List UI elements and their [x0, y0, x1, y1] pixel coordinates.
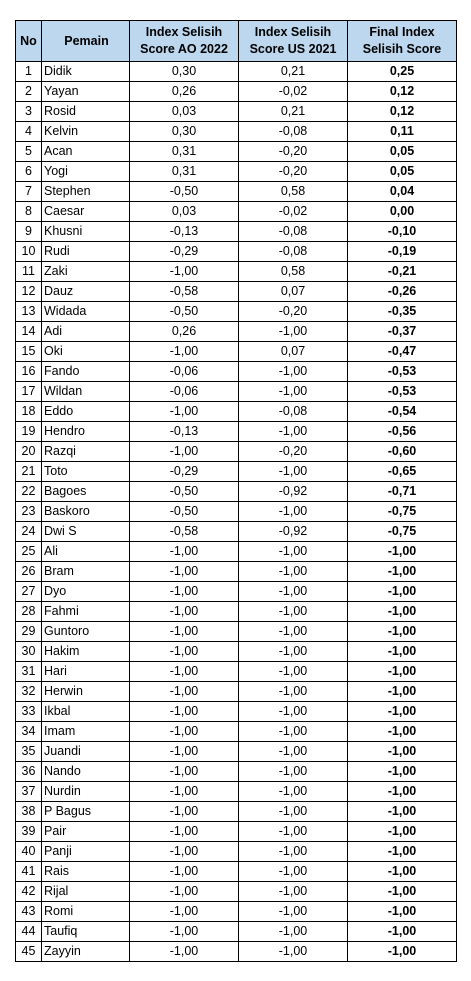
- cell-ao: -1,00: [130, 562, 239, 582]
- cell-us: -1,00: [239, 722, 348, 742]
- header-final: Final Index Selisih Score: [348, 21, 457, 62]
- cell-ao: -0,29: [130, 462, 239, 482]
- cell-us: 0,21: [239, 62, 348, 82]
- cell-us: -1,00: [239, 822, 348, 842]
- cell-us: -1,00: [239, 762, 348, 782]
- cell-ao: -1,00: [130, 862, 239, 882]
- cell-name: Hakim: [42, 642, 130, 662]
- cell-no: 8: [16, 202, 42, 222]
- cell-ao: 0,03: [130, 102, 239, 122]
- cell-us: -1,00: [239, 882, 348, 902]
- cell-name: Khusni: [42, 222, 130, 242]
- table-row: [16, 922, 457, 942]
- cell-no: 28: [16, 602, 42, 622]
- cell-final: -1,00: [348, 662, 457, 682]
- cell-no: 19: [16, 422, 42, 442]
- cell-name: Rais: [42, 862, 130, 882]
- table-row: [16, 502, 457, 522]
- cell-ao: 0,31: [130, 142, 239, 162]
- score-table: [15, 20, 457, 962]
- header-ao: Index Selisih Score AO 2022: [130, 21, 239, 62]
- cell-no: 17: [16, 382, 42, 402]
- cell-us: -0,20: [239, 302, 348, 322]
- cell-ao: -1,00: [130, 942, 239, 962]
- cell-final: -0,21: [348, 262, 457, 282]
- header-name: Pemain: [42, 21, 130, 62]
- cell-final: -1,00: [348, 842, 457, 862]
- cell-ao: -0,50: [130, 482, 239, 502]
- cell-no: 15: [16, 342, 42, 362]
- table-row: [16, 542, 457, 562]
- cell-final: -0,54: [348, 402, 457, 422]
- cell-final: -0,47: [348, 342, 457, 362]
- table-row: [16, 142, 457, 162]
- cell-ao: -0,58: [130, 282, 239, 302]
- cell-name: Herwin: [42, 682, 130, 702]
- header-us: Index Selisih Score US 2021: [239, 21, 348, 62]
- cell-ao: -1,00: [130, 542, 239, 562]
- cell-name: Bagoes: [42, 482, 130, 502]
- cell-name: Caesar: [42, 202, 130, 222]
- table-row: [16, 562, 457, 582]
- table-row: [16, 762, 457, 782]
- cell-no: 40: [16, 842, 42, 862]
- table-row: [16, 842, 457, 862]
- table-row: [16, 942, 457, 962]
- cell-final: -1,00: [348, 642, 457, 662]
- cell-ao: -0,58: [130, 522, 239, 542]
- cell-final: -1,00: [348, 622, 457, 642]
- cell-us: -0,92: [239, 482, 348, 502]
- cell-final: -1,00: [348, 582, 457, 602]
- table-row: [16, 802, 457, 822]
- cell-name: Stephen: [42, 182, 130, 202]
- cell-final: -0,75: [348, 522, 457, 542]
- table-row: [16, 582, 457, 602]
- cell-no: 21: [16, 462, 42, 482]
- cell-ao: -1,00: [130, 782, 239, 802]
- cell-no: 6: [16, 162, 42, 182]
- cell-us: -1,00: [239, 942, 348, 962]
- cell-no: 11: [16, 262, 42, 282]
- cell-name: Pair: [42, 822, 130, 842]
- cell-us: -0,08: [239, 222, 348, 242]
- cell-ao: -0,06: [130, 382, 239, 402]
- table-header: [16, 21, 457, 62]
- cell-name: Hari: [42, 662, 130, 682]
- cell-final: -0,35: [348, 302, 457, 322]
- cell-ao: -1,00: [130, 742, 239, 762]
- cell-ao: -1,00: [130, 882, 239, 902]
- cell-name: Yogi: [42, 162, 130, 182]
- cell-final: -1,00: [348, 602, 457, 622]
- cell-final: -0,19: [348, 242, 457, 262]
- cell-us: -1,00: [239, 382, 348, 402]
- cell-ao: -1,00: [130, 902, 239, 922]
- table-row: [16, 902, 457, 922]
- cell-us: -1,00: [239, 582, 348, 602]
- table-body: [16, 62, 457, 962]
- cell-ao: -1,00: [130, 642, 239, 662]
- cell-final: -1,00: [348, 782, 457, 802]
- cell-us: 0,58: [239, 262, 348, 282]
- cell-final: -0,53: [348, 382, 457, 402]
- cell-no: 23: [16, 502, 42, 522]
- cell-ao: -1,00: [130, 442, 239, 462]
- cell-ao: -0,50: [130, 502, 239, 522]
- cell-name: Zayyin: [42, 942, 130, 962]
- cell-us: -1,00: [239, 562, 348, 582]
- cell-ao: 0,26: [130, 322, 239, 342]
- cell-ao: 0,30: [130, 62, 239, 82]
- table-row: [16, 122, 457, 142]
- cell-final: -0,60: [348, 442, 457, 462]
- cell-name: Hendro: [42, 422, 130, 442]
- cell-name: Imam: [42, 722, 130, 742]
- cell-final: 0,05: [348, 162, 457, 182]
- cell-name: Dyo: [42, 582, 130, 602]
- cell-ao: -1,00: [130, 842, 239, 862]
- cell-ao: 0,31: [130, 162, 239, 182]
- table-row: [16, 662, 457, 682]
- cell-no: 38: [16, 802, 42, 822]
- cell-no: 12: [16, 282, 42, 302]
- cell-no: 26: [16, 562, 42, 582]
- cell-final: -1,00: [348, 702, 457, 722]
- table-row: [16, 242, 457, 262]
- table-row: [16, 742, 457, 762]
- table-row: [16, 482, 457, 502]
- cell-final: -1,00: [348, 822, 457, 842]
- cell-ao: -1,00: [130, 922, 239, 942]
- cell-no: 30: [16, 642, 42, 662]
- cell-no: 7: [16, 182, 42, 202]
- table-row: [16, 182, 457, 202]
- cell-us: 0,58: [239, 182, 348, 202]
- table-row: [16, 442, 457, 462]
- cell-no: 33: [16, 702, 42, 722]
- cell-name: Fahmi: [42, 602, 130, 622]
- cell-name: Baskoro: [42, 502, 130, 522]
- cell-name: Fando: [42, 362, 130, 382]
- cell-name: Razqi: [42, 442, 130, 462]
- cell-ao: -1,00: [130, 762, 239, 782]
- cell-name: Adi: [42, 322, 130, 342]
- cell-no: 18: [16, 402, 42, 422]
- cell-name: Didik: [42, 62, 130, 82]
- table-row: [16, 622, 457, 642]
- table-row: [16, 722, 457, 742]
- table-row: [16, 422, 457, 442]
- cell-ao: -1,00: [130, 802, 239, 822]
- cell-ao: -1,00: [130, 682, 239, 702]
- cell-no: 34: [16, 722, 42, 742]
- table-row: [16, 782, 457, 802]
- cell-no: 29: [16, 622, 42, 642]
- cell-final: -1,00: [348, 682, 457, 702]
- cell-us: -1,00: [239, 542, 348, 562]
- cell-ao: -0,13: [130, 422, 239, 442]
- table-row: [16, 602, 457, 622]
- cell-no: 41: [16, 862, 42, 882]
- table-row: [16, 262, 457, 282]
- cell-final: -1,00: [348, 802, 457, 822]
- cell-name: P Bagus: [42, 802, 130, 822]
- table-row: [16, 462, 457, 482]
- cell-us: 0,21: [239, 102, 348, 122]
- cell-us: -0,02: [239, 82, 348, 102]
- cell-us: 0,07: [239, 342, 348, 362]
- cell-name: Guntoro: [42, 622, 130, 642]
- cell-name: Toto: [42, 462, 130, 482]
- cell-name: Bram: [42, 562, 130, 582]
- cell-us: 0,07: [239, 282, 348, 302]
- cell-name: Acan: [42, 142, 130, 162]
- cell-name: Rijal: [42, 882, 130, 902]
- table-row: [16, 862, 457, 882]
- cell-final: 0,05: [348, 142, 457, 162]
- cell-us: -1,00: [239, 422, 348, 442]
- cell-ao: -1,00: [130, 702, 239, 722]
- cell-no: 37: [16, 782, 42, 802]
- cell-no: 24: [16, 522, 42, 542]
- cell-final: -0,56: [348, 422, 457, 442]
- cell-ao: -1,00: [130, 342, 239, 362]
- table-row: [16, 162, 457, 182]
- cell-name: Nando: [42, 762, 130, 782]
- cell-final: -1,00: [348, 922, 457, 942]
- cell-no: 31: [16, 662, 42, 682]
- cell-final: -0,65: [348, 462, 457, 482]
- cell-name: Ali: [42, 542, 130, 562]
- table-row: [16, 202, 457, 222]
- cell-us: -1,00: [239, 802, 348, 822]
- cell-ao: -1,00: [130, 662, 239, 682]
- table-row: [16, 402, 457, 422]
- cell-us: -1,00: [239, 502, 348, 522]
- cell-no: 20: [16, 442, 42, 462]
- cell-name: Juandi: [42, 742, 130, 762]
- cell-no: 32: [16, 682, 42, 702]
- cell-us: -1,00: [239, 922, 348, 942]
- header-row: [16, 21, 457, 62]
- table-row: [16, 282, 457, 302]
- table-row: [16, 822, 457, 842]
- table-row: [16, 62, 457, 82]
- cell-us: -1,00: [239, 462, 348, 482]
- table-row: [16, 322, 457, 342]
- cell-us: -1,00: [239, 682, 348, 702]
- cell-no: 5: [16, 142, 42, 162]
- cell-ao: 0,30: [130, 122, 239, 142]
- cell-final: -1,00: [348, 542, 457, 562]
- cell-us: -1,00: [239, 602, 348, 622]
- table-row: [16, 302, 457, 322]
- cell-no: 4: [16, 122, 42, 142]
- cell-no: 10: [16, 242, 42, 262]
- cell-final: -1,00: [348, 862, 457, 882]
- cell-no: 39: [16, 822, 42, 842]
- cell-final: 0,12: [348, 82, 457, 102]
- cell-us: -1,00: [239, 862, 348, 882]
- cell-final: -1,00: [348, 722, 457, 742]
- cell-name: Yayan: [42, 82, 130, 102]
- cell-final: -0,26: [348, 282, 457, 302]
- cell-us: -1,00: [239, 662, 348, 682]
- cell-no: 13: [16, 302, 42, 322]
- cell-us: -1,00: [239, 902, 348, 922]
- cell-us: -1,00: [239, 702, 348, 722]
- cell-name: Eddo: [42, 402, 130, 422]
- cell-ao: -1,00: [130, 262, 239, 282]
- cell-final: -1,00: [348, 742, 457, 762]
- cell-us: -0,08: [239, 122, 348, 142]
- cell-name: Zaki: [42, 262, 130, 282]
- cell-name: Nurdin: [42, 782, 130, 802]
- cell-us: -1,00: [239, 322, 348, 342]
- cell-no: 2: [16, 82, 42, 102]
- cell-name: Dauz: [42, 282, 130, 302]
- cell-us: -1,00: [239, 362, 348, 382]
- cell-ao: -0,50: [130, 182, 239, 202]
- cell-no: 16: [16, 362, 42, 382]
- table-row: [16, 362, 457, 382]
- table-row: [16, 882, 457, 902]
- cell-ao: -0,06: [130, 362, 239, 382]
- table-row: [16, 342, 457, 362]
- cell-final: 0,25: [348, 62, 457, 82]
- cell-us: -1,00: [239, 742, 348, 762]
- cell-final: -1,00: [348, 562, 457, 582]
- cell-ao: -1,00: [130, 402, 239, 422]
- cell-no: 35: [16, 742, 42, 762]
- cell-name: Wildan: [42, 382, 130, 402]
- cell-no: 44: [16, 922, 42, 942]
- table-row: [16, 522, 457, 542]
- table-row: [16, 382, 457, 402]
- table-row: [16, 102, 457, 122]
- cell-ao: 0,26: [130, 82, 239, 102]
- cell-final: -1,00: [348, 882, 457, 902]
- table-row: [16, 82, 457, 102]
- cell-no: 14: [16, 322, 42, 342]
- table-row: [16, 702, 457, 722]
- cell-name: Rosid: [42, 102, 130, 122]
- cell-final: -0,71: [348, 482, 457, 502]
- cell-no: 42: [16, 882, 42, 902]
- cell-ao: -0,50: [130, 302, 239, 322]
- table-row: [16, 682, 457, 702]
- cell-name: Oki: [42, 342, 130, 362]
- cell-ao: -1,00: [130, 722, 239, 742]
- cell-final: -1,00: [348, 762, 457, 782]
- cell-no: 1: [16, 62, 42, 82]
- cell-us: -1,00: [239, 622, 348, 642]
- cell-name: Widada: [42, 302, 130, 322]
- cell-ao: 0,03: [130, 202, 239, 222]
- cell-ao: -1,00: [130, 582, 239, 602]
- cell-us: -0,08: [239, 242, 348, 262]
- cell-final: -1,00: [348, 902, 457, 922]
- cell-name: Panji: [42, 842, 130, 862]
- cell-ao: -1,00: [130, 622, 239, 642]
- cell-no: 9: [16, 222, 42, 242]
- cell-no: 25: [16, 542, 42, 562]
- cell-us: -0,20: [239, 442, 348, 462]
- cell-no: 27: [16, 582, 42, 602]
- cell-ao: -1,00: [130, 602, 239, 622]
- cell-no: 36: [16, 762, 42, 782]
- cell-name: Taufiq: [42, 922, 130, 942]
- cell-final: 0,11: [348, 122, 457, 142]
- cell-final: -0,53: [348, 362, 457, 382]
- cell-no: 45: [16, 942, 42, 962]
- cell-us: -1,00: [239, 642, 348, 662]
- cell-name: Ikbal: [42, 702, 130, 722]
- cell-us: -0,20: [239, 142, 348, 162]
- cell-final: -0,37: [348, 322, 457, 342]
- cell-name: Rudi: [42, 242, 130, 262]
- cell-us: -1,00: [239, 782, 348, 802]
- cell-no: 43: [16, 902, 42, 922]
- table-row: [16, 222, 457, 242]
- cell-name: Romi: [42, 902, 130, 922]
- header-no: No: [16, 21, 42, 62]
- cell-us: -1,00: [239, 842, 348, 862]
- cell-final: 0,12: [348, 102, 457, 122]
- cell-final: 0,04: [348, 182, 457, 202]
- cell-ao: -0,13: [130, 222, 239, 242]
- cell-us: -0,08: [239, 402, 348, 422]
- cell-name: Dwi S: [42, 522, 130, 542]
- cell-us: -0,02: [239, 202, 348, 222]
- cell-final: -0,10: [348, 222, 457, 242]
- cell-no: 3: [16, 102, 42, 122]
- table-row: [16, 642, 457, 662]
- cell-final: 0,00: [348, 202, 457, 222]
- cell-final: -0,75: [348, 502, 457, 522]
- cell-no: 22: [16, 482, 42, 502]
- cell-name: Kelvin: [42, 122, 130, 142]
- cell-final: -1,00: [348, 942, 457, 962]
- cell-ao: -1,00: [130, 822, 239, 842]
- cell-us: -0,92: [239, 522, 348, 542]
- cell-us: -0,20: [239, 162, 348, 182]
- cell-ao: -0,29: [130, 242, 239, 262]
